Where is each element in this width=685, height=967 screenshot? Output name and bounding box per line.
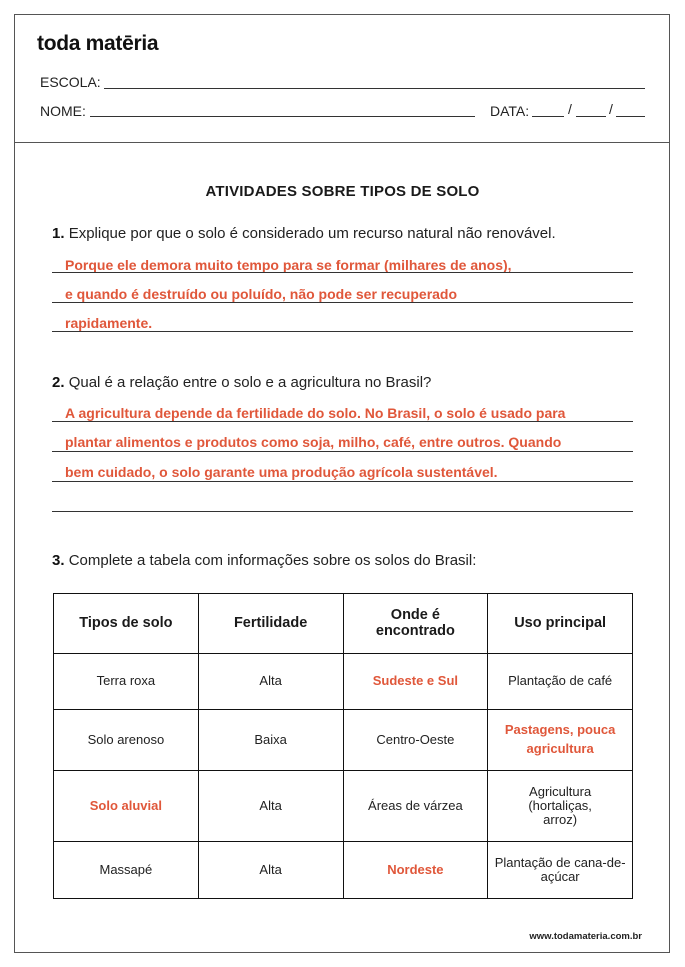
school-label: ESCOLA:	[40, 74, 101, 90]
answer-line: rapidamente.	[65, 315, 153, 331]
column-header: Uso principal	[488, 594, 633, 654]
column-header: Fertilidade	[198, 594, 343, 654]
date-day-field[interactable]	[532, 116, 564, 117]
question-number: 2.	[52, 374, 65, 391]
table-cell: Agricultura (hortaliças, arroz)	[488, 771, 633, 842]
table-cell: Centro-Oeste	[343, 710, 488, 771]
school-field[interactable]	[104, 88, 645, 89]
name-label: NOME:	[40, 103, 86, 119]
table-cell: Baixa	[198, 710, 343, 771]
column-header: Tipos de solo	[54, 594, 199, 654]
answer-rule	[52, 481, 633, 482]
table-row	[54, 842, 633, 899]
question-1	[52, 225, 556, 242]
name-field[interactable]	[90, 116, 475, 117]
date-label: DATA:	[490, 103, 530, 119]
table-row	[54, 710, 633, 771]
answer-line: A agricultura depende da fertilidade do solo. No Brasil, o solo é usado para	[65, 405, 566, 421]
date-separator: /	[568, 101, 572, 117]
question-2	[52, 374, 431, 391]
table-cell: Alta	[198, 842, 343, 899]
question-text: Explique por que o solo é considerado um recurso natural não renovável.	[68, 225, 556, 242]
answer-line: Porque ele demora muito tempo para se formar (milhares de anos),	[65, 257, 512, 273]
brand-logo: toda matēria	[37, 32, 159, 55]
table-cell: Plantação de cana-de-açúcar	[488, 842, 633, 899]
column-header: Onde é encontrado	[343, 594, 488, 654]
table-cell-answer: Pastagens, pouca agricultura	[488, 710, 633, 771]
question-text: Complete a tabela com informações sobre os solos do Brasil:	[68, 552, 477, 569]
table-row	[54, 654, 633, 710]
question-number: 1.	[52, 225, 65, 242]
answer-rule	[52, 272, 633, 273]
table-cell-answer: Solo aluvial	[54, 771, 199, 842]
table-row	[54, 771, 633, 842]
answer-line: plantar alimentos e produtos como soja, milho, café, entre outros. Quando	[65, 434, 562, 450]
date-month-field[interactable]	[576, 116, 606, 117]
table-cell: Alta	[198, 654, 343, 710]
answer-rule	[52, 511, 633, 512]
answer-rule	[52, 421, 633, 422]
question-3	[52, 552, 476, 569]
answer-line: bem cuidado, o solo garante uma produção agrícola sustentável.	[65, 464, 498, 480]
page-title: ATIVIDADES SOBRE TIPOS DE SOLO	[205, 183, 480, 200]
answer-line: e quando é destruído ou poluído, não pode ser recuperado	[65, 286, 458, 302]
soil-table	[53, 593, 633, 899]
table-cell: Terra roxa	[54, 654, 199, 710]
date-year-field[interactable]	[616, 116, 645, 117]
table-header-row	[54, 594, 633, 654]
table-cell: Solo arenoso	[54, 710, 199, 771]
question-text: Qual é a relação entre o solo e a agricultura no Brasil?	[68, 374, 432, 391]
header-divider	[14, 142, 670, 143]
footer-url: www.todamateria.com.br	[529, 931, 642, 942]
table-cell-answer: Sudeste e Sul	[343, 654, 488, 710]
answer-rule	[52, 331, 633, 332]
table-cell: Plantação de café	[488, 654, 633, 710]
answer-rule	[52, 451, 633, 452]
table-cell: Massapé	[54, 842, 199, 899]
table-cell: Áreas de várzea	[343, 771, 488, 842]
question-number: 3.	[52, 552, 65, 569]
table-cell-answer: Nordeste	[343, 842, 488, 899]
table-cell: Alta	[198, 771, 343, 842]
answer-rule	[52, 302, 633, 303]
date-separator: /	[609, 101, 613, 117]
